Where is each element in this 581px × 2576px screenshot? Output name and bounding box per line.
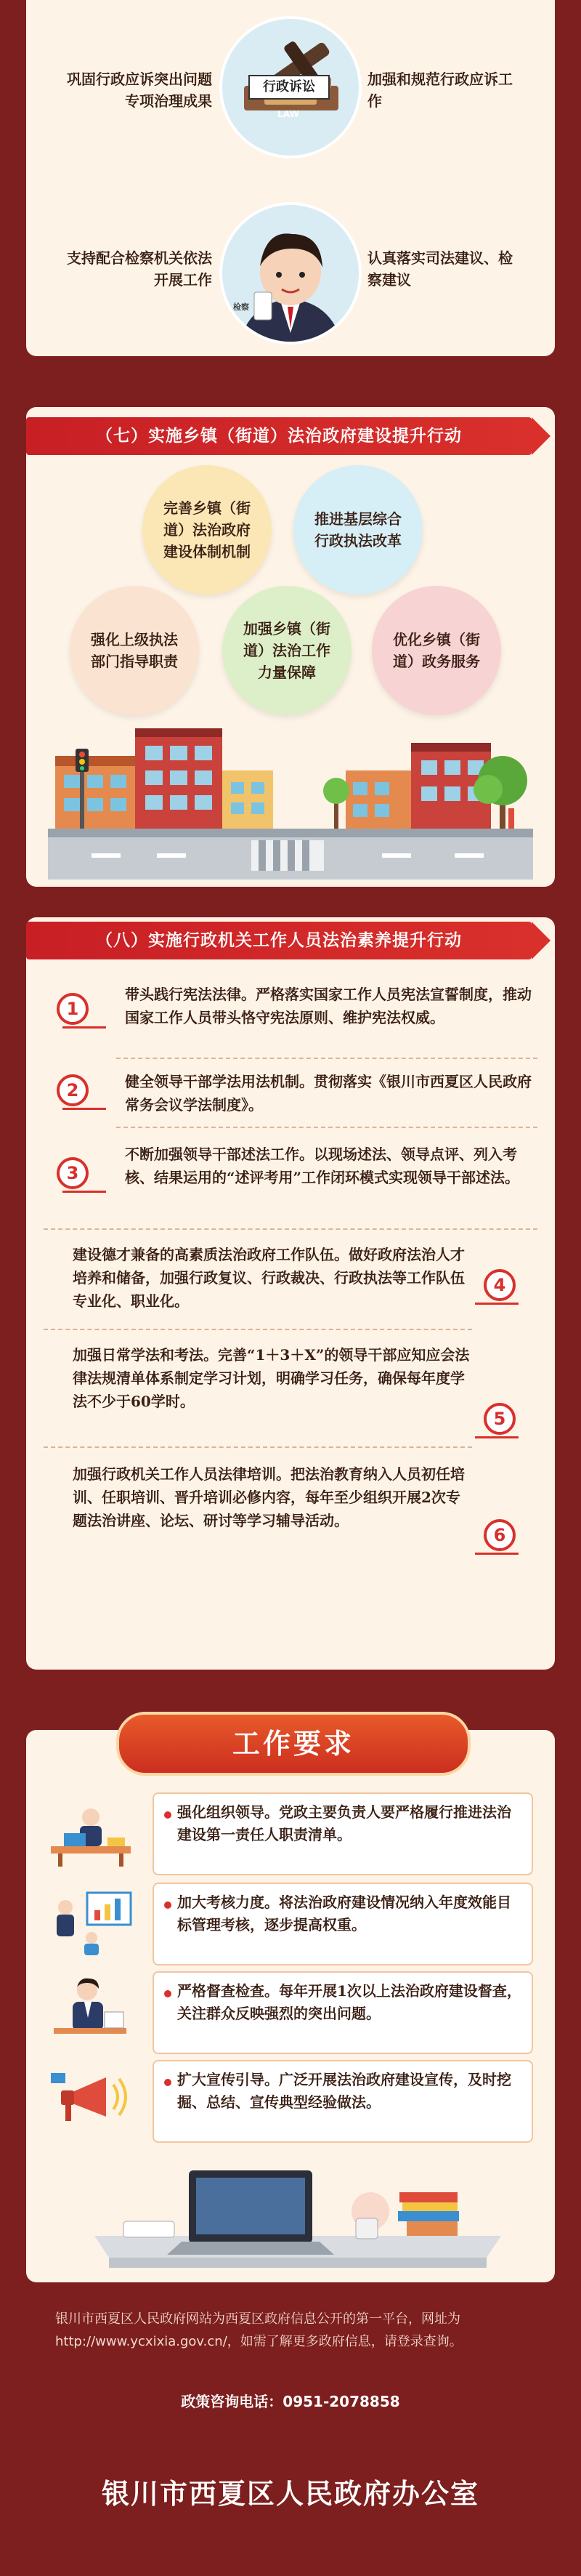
item-text-1: 带头践行宪法法律。严格落实国家工作人员宪法宣誓制度，推动国家工作人员带头恪守宪法原则、维护宪法权威。 bbox=[125, 986, 532, 1026]
item-number-4: 4 bbox=[484, 1269, 516, 1301]
item-divider-1 bbox=[116, 1058, 537, 1059]
requirement-text-3: 严格督查检查。每年开展1次以上法治政府建设督查，关注群众反映强烈的突出问题。 bbox=[177, 1982, 521, 2022]
presentation-icon bbox=[44, 1885, 138, 1958]
item-2-underline bbox=[62, 1108, 106, 1110]
lawsuit-badge: 行政诉讼 bbox=[248, 75, 330, 100]
megaphone-icon bbox=[44, 2063, 138, 2136]
bubble-2 bbox=[293, 465, 423, 595]
bullet-dot bbox=[164, 2079, 171, 2086]
item-divider-5 bbox=[44, 1446, 472, 1448]
requirement-card-4 bbox=[153, 2060, 533, 2143]
law-label: LAW bbox=[277, 109, 299, 119]
bullet-dot bbox=[164, 1811, 171, 1819]
requirement-card-2 bbox=[153, 1883, 533, 1965]
bullet-dot bbox=[164, 1901, 171, 1909]
item-number-6: 6 bbox=[484, 1519, 516, 1551]
pair-right-text-2: 认真落实司法建议、检察建议 bbox=[367, 249, 513, 289]
meeting-icon bbox=[44, 1795, 138, 1868]
bullet-dot bbox=[164, 1990, 171, 1997]
item-1-underline bbox=[62, 1026, 106, 1029]
footer-office-title: 银川市西夏区人民政府办公室 bbox=[101, 2478, 479, 2510]
requirements-title: 工作要求 bbox=[116, 1712, 471, 1776]
requirement-card-3 bbox=[153, 1971, 533, 2054]
item-text-3: 不断加强领导干部述法工作。以现场述法、领导点评、列入考核、结果运用的“述评考用”工作闭环模式实现领导干部述法。 bbox=[125, 1146, 520, 1186]
footer-note: 银川市西夏区人民政府网站为西夏区政府信息公开的第一平台，网址为http://www.ycxixia.gov.cn/，如需了解更多政府信息，请登录查询。 bbox=[55, 2311, 463, 2349]
item-text-5: 加强日常学法和考法。完善“1＋3＋X”的领导干部应知应会法律法规清单体系制定学习计划，明确学习任务，确保每年度学法不少于60学时。 bbox=[73, 1346, 470, 1410]
item-number-1: 1 bbox=[57, 993, 89, 1025]
inspector-icon bbox=[44, 1974, 138, 2047]
prosecutor-badge: 检察 bbox=[233, 302, 249, 312]
requirement-text-4: 扩大宣传引导。广泛开展法治政府建设宣传，及时挖掘、总结、宣传典型经验做法。 bbox=[177, 2071, 511, 2111]
section7-title: （七）实施乡镇（街道）法治政府建设提升行动 bbox=[96, 427, 462, 446]
item-divider-3 bbox=[44, 1228, 537, 1230]
section8-banner bbox=[26, 922, 532, 959]
footer-phone: 政策咨询电话：0951-2078858 bbox=[181, 2393, 400, 2410]
bubble-1 bbox=[142, 465, 272, 595]
item-text-2: 健全领导干部学法用法机制。贯彻落实《银川市西夏区人民政府常务会议学法制度》。 bbox=[125, 1073, 532, 1114]
section8-title: （八）实施行政机关工作人员法治素养提升行动 bbox=[96, 931, 462, 950]
bubble-3 bbox=[70, 586, 199, 715]
item-number-2: 2 bbox=[57, 1074, 89, 1106]
item-text-4: 建设德才兼备的高素质法治政府工作队伍。做好政府法治人才培养和储备，加强行政复议、行政裁决、行政执法等工作队伍专业化、职业化。 bbox=[73, 1246, 465, 1310]
requirement-text-2: 加大考核力度。将法治政府建设情况纳入年度效能目标管理考核，逐步提高权重。 bbox=[177, 1893, 511, 1933]
pair-left-text-1: 巩固行政应诉突出问题专项治理成果 bbox=[67, 71, 212, 110]
item-number-5: 5 bbox=[484, 1403, 516, 1435]
street-scene-illustration bbox=[48, 720, 533, 880]
item-divider-4 bbox=[44, 1329, 472, 1330]
bubble-4-label: 加强乡镇（街道）法治工作力量保障 bbox=[243, 620, 330, 681]
item-5-underline bbox=[475, 1436, 519, 1438]
prosecutor-illustration bbox=[219, 202, 362, 345]
item-6-underline bbox=[475, 1553, 519, 1555]
item-text-6: 加强行政机关工作人员法律培训。把法治教育纳入人员初任培训、任职培训、晋升培训必修内容，每年至少组织开展2次专题法治讲座、论坛、研讨等学习辅导活动。 bbox=[73, 1465, 465, 1529]
desk-illustration bbox=[94, 2149, 501, 2279]
bubble-4 bbox=[222, 586, 352, 715]
item-divider-2 bbox=[116, 1127, 537, 1128]
bubble-2-label: 推进基层综合行政执法改革 bbox=[314, 510, 402, 550]
bubble-1-label: 完善乡镇（街道）法治政府建设体制机制 bbox=[163, 499, 251, 560]
section7-banner bbox=[26, 417, 532, 455]
item-number-3: 3 bbox=[57, 1157, 89, 1189]
requirement-card-1 bbox=[153, 1792, 533, 1875]
item-3-underline bbox=[62, 1191, 106, 1193]
pair-right-text-1: 加强和规范行政应诉工作 bbox=[367, 71, 513, 110]
pair-left-text-2: 支持配合检察机关依法开展工作 bbox=[67, 249, 212, 289]
bubble-5 bbox=[372, 586, 501, 715]
requirement-text-1: 强化组织领导。党政主要负责人要严格履行推进法治建设第一责任人职责清单。 bbox=[177, 1803, 511, 1843]
item-4-underline bbox=[475, 1303, 519, 1305]
bubble-3-label: 强化上级执法部门指导职责 bbox=[91, 631, 178, 670]
bubble-5-label: 优化乡镇（街道）政务服务 bbox=[393, 631, 480, 670]
